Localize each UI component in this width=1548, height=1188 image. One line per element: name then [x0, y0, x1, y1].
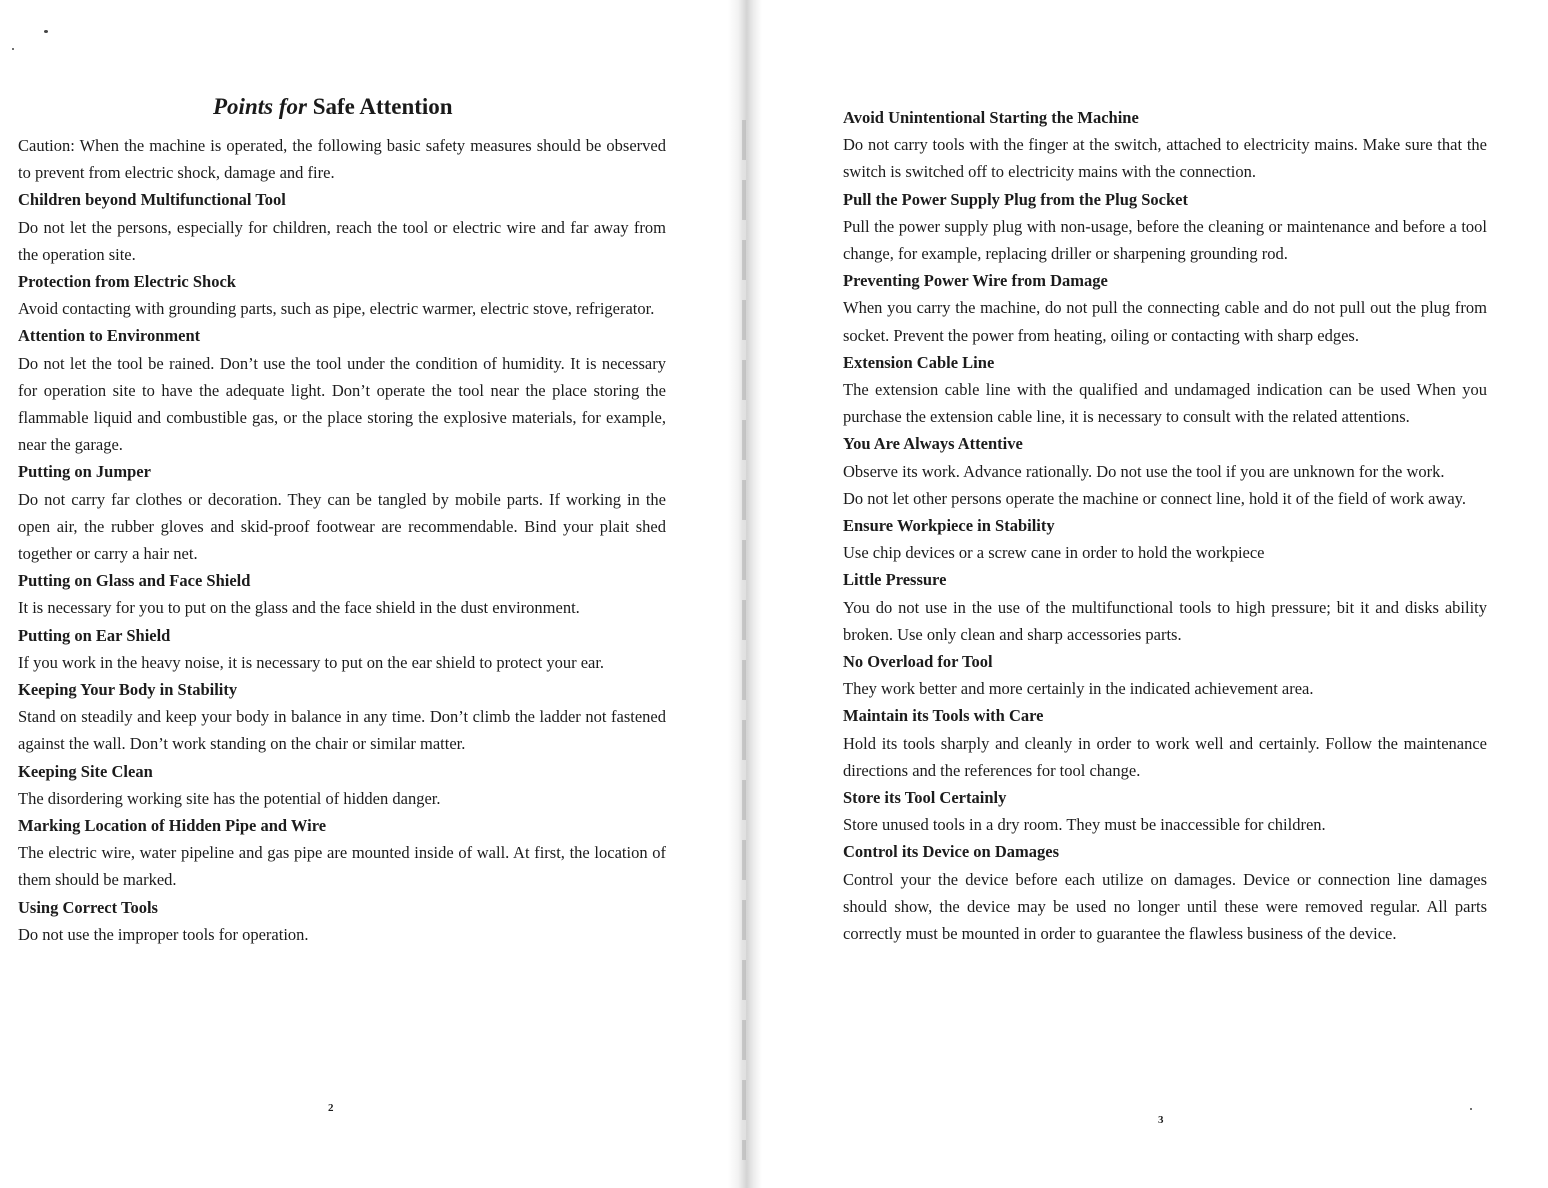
section-heading: Keeping Your Body in Stability [18, 680, 238, 700]
section-heading: You Are Always Attentive [843, 434, 1023, 454]
section-body: Do not let the persons, especially for children, reach the tool or electric wire and far away from the operation site. [18, 217, 666, 264]
section-body: Do not let the tool be rained. Don’t use the tool under the condition of humidity. It is necessary for operation site to have the adequate light. Don’t operate the tool near the place storing the flammable liquid and combustible gas, or the place storing the explosive materials, for example, near the garage. [18, 353, 666, 455]
section-heading: Avoid Unintentional Starting the Machine [843, 108, 1139, 127]
section-body: Pull the power supply plug with non-usage, before the cleaning or maintenance and before a tool change, for example, replacing driller or sharpening grounding rod. [843, 216, 1487, 264]
section-heading: Extension Cable Line [843, 352, 995, 372]
section-body: Hold its tools sharply and cleanly in order to work well and certainly. Follow the maintenance directions and the references for tool change. [843, 733, 1487, 780]
section-body: The electric wire, water pipeline and gas pipe are mounted inside of wall. At first, the location of them should be marked. [18, 843, 666, 890]
section-body: It is necessary for you to put on the glass and the face shield in the dust environment. [18, 598, 580, 618]
section-body: Observe its work. Advance rationally. Do not use the tool if you are unknown for the work. [843, 461, 1445, 481]
section-heading: Putting on Glass and Face Shield [18, 571, 251, 591]
section-heading: Putting on Ear Shield [18, 625, 171, 645]
section-heading: Little Pressure [843, 570, 947, 590]
section-body: If you work in the heavy noise, it is necessary to put on the ear shield to protect your ear. [18, 652, 605, 672]
section-heading: Marking Location of Hidden Pipe and Wire [18, 816, 327, 836]
intro-text: Caution: When the machine is operated, the following basic safety measures should be observed to prevent from electric shock, damage and fire. [18, 136, 666, 183]
section-body: Do not carry far clothes or decoration. They can be tangled by mobile parts. If working in the open air, the rubber gloves and skid-proof footwear are recommendable. Bind your plait shed together or carry a hair net. [18, 489, 666, 564]
section-heading: No Overload for Tool [843, 652, 993, 672]
right-column [843, 104, 1487, 947]
section-body: The extension cable line with the qualified and undamaged indication can be used When you purchase the extension cable line, it is necessary to consult with the related attentions. [843, 380, 1487, 427]
section-body: You do not use in the use of the multifunctional tools to high pressure; bit it and disks ability broken. Use only clean and sharp accessories parts. [843, 597, 1487, 644]
section-body: When you carry the machine, do not pull the connecting cable and do not pull out the plug from socket. Prevent the power from heating, oiling or contacting with sharp edges. [843, 298, 1487, 345]
section-heading: Pull the Power Supply Plug from the Plug Socket [843, 189, 1188, 209]
page-number: 2 [328, 1102, 334, 1114]
section-heading: Putting on Jumper [18, 462, 151, 482]
section-heading: Protection from Electric Shock [18, 272, 236, 292]
section-heading: Control its Device on Damages [843, 842, 1059, 862]
page-number: 3 [1158, 1114, 1164, 1126]
section-heading: Using Correct Tools [18, 897, 158, 917]
title-emphasis: Points for [213, 94, 307, 119]
section-body: Do not use the improper tools for operation. [18, 924, 309, 944]
section-body: Store unused tools in a dry room. They must be inaccessible for children. [843, 815, 1326, 835]
section-heading: Keeping Site Clean [18, 761, 153, 781]
section-body: Use chip devices or a screw cane in order to hold the workpiece [843, 543, 1265, 563]
section-body: They work better and more certainly in the indicated achievement area. [843, 679, 1314, 699]
section-body: Stand on steadily and keep your body in balance in any time. Don’t climb the ladder not fastened against the wall. Don’t work standing on the chair or similar matter. [18, 707, 666, 754]
section-heading: Store its Tool Certainly [843, 788, 1007, 808]
section-body: Control your the device before each utilize on damages. Device or connection line damages should show, the device may be used no longer until these were removed regular. All parts correctly must be mounted in order to guarantee the flawless business of the device. [843, 869, 1487, 944]
section-heading: Attention to Environment [18, 326, 201, 346]
title-rest: Safe Attention [312, 94, 453, 119]
section-heading: Ensure Workpiece in Stability [843, 516, 1055, 536]
section-body: Do not carry tools with the finger at the switch, attached to electricity mains. Make sure that the switch is switched off to electricity mains with the connection. [843, 135, 1487, 182]
section-heading: Preventing Power Wire from Damage [843, 271, 1108, 291]
section-body: Do not let other persons operate the machine or connect line, hold it of the field of work away. [843, 488, 1466, 508]
section-heading: Maintain its Tools with Care [843, 706, 1044, 726]
section-body: The disordering working site has the potential of hidden danger. [18, 788, 441, 808]
section-heading: Children beyond Multifunctional Tool [18, 190, 286, 210]
section-body: Avoid contacting with grounding parts, such as pipe, electric warmer, electric stove, refrigerator. [18, 299, 655, 319]
